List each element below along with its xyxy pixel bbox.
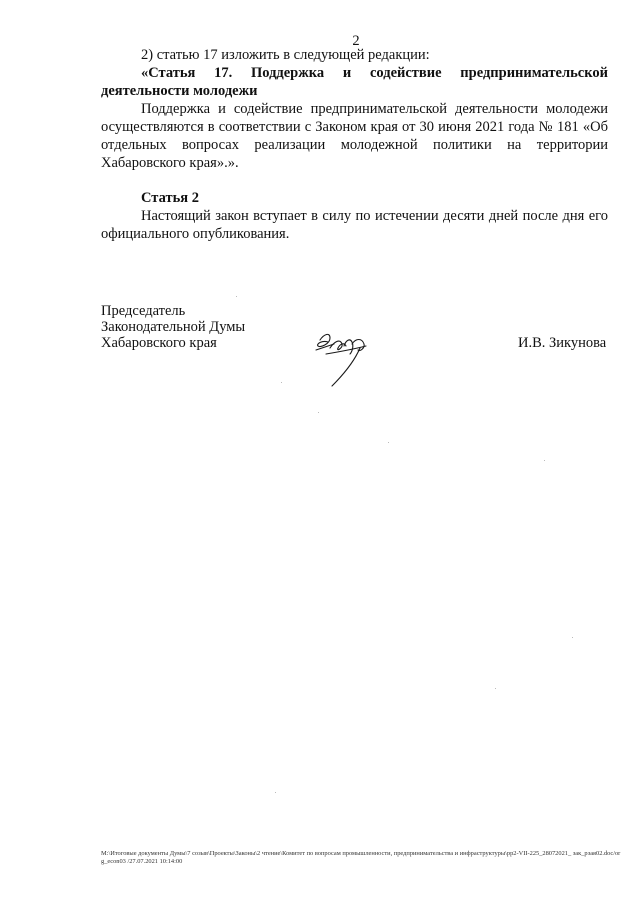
signatory-title-line1: Председатель xyxy=(101,303,186,319)
scan-speck xyxy=(572,637,573,638)
signer-name: И.В. Зикунова xyxy=(518,335,607,351)
page-number: 2 xyxy=(352,33,360,49)
scan-speck xyxy=(281,382,282,383)
file-path-footer: M:\Итоговые документы Думы\7 созыв\Проекты\Законы\2 чтение\Комитет по вопросам промышленности, предпринимательства и инфраструктуры\рр2-VII-225_28072021_ зак_рзая02.doc/org_econ03 /27.07.2021 10:14:00 xyxy=(101,850,621,865)
signatory-title xyxy=(101,303,245,351)
scan-speck xyxy=(318,412,319,413)
article-17-heading-line2: деятельности молодежи xyxy=(101,83,258,99)
signatory-title-line3: Хабаровского края xyxy=(101,335,217,351)
scan-speck xyxy=(544,460,545,461)
scan-speck xyxy=(275,792,276,793)
article-17-heading-line1: «Статья 17. Поддержка и содействие предпринимательской xyxy=(141,65,608,81)
scan-speck xyxy=(495,688,496,689)
scan-speck xyxy=(388,442,389,443)
article-2-title: Статья 2 xyxy=(141,190,199,206)
scan-speck xyxy=(236,296,237,297)
handwritten-signature xyxy=(308,326,378,390)
article-2-text: Настоящий закон вступает в силу по истечении десяти дней после дня его официального опубликования. xyxy=(101,208,608,242)
article-17-text: Поддержка и содействие предпринимательской деятельности молодежи осуществляются в соответствии с Законом края от 30 июня 2021 года № 181 «Об отдельных вопросах реализации молодежной политики на территории Хабаровского края».». xyxy=(101,101,608,171)
document-body xyxy=(101,46,608,172)
article-2-section xyxy=(101,189,608,243)
signatory-title-line2: Законодательной Думы xyxy=(101,319,246,335)
amendment-intro: 2) статью 17 изложить в следующей редакции: xyxy=(141,47,430,63)
